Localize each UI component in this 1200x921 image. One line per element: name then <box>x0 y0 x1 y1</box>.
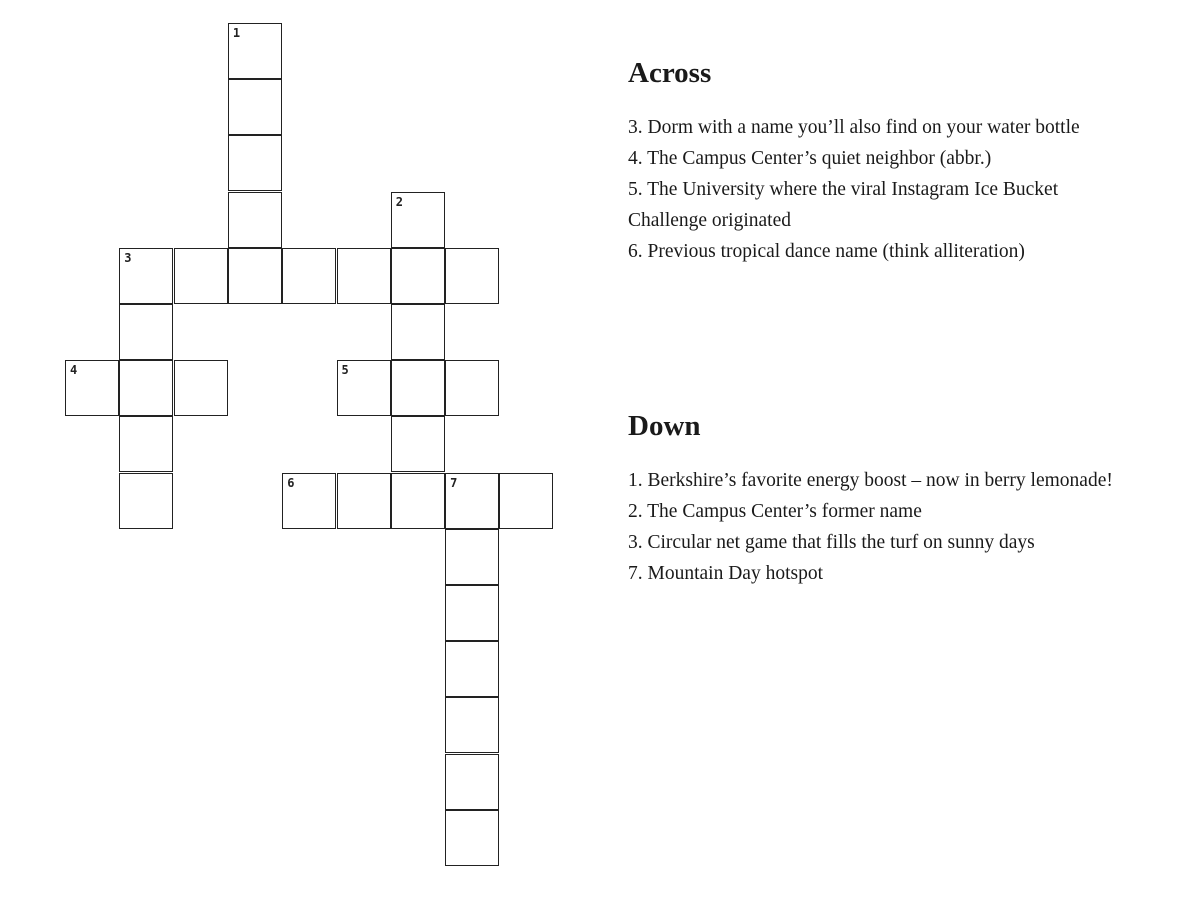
clue-number: 5 <box>341 363 349 378</box>
grid-cell[interactable] <box>228 23 282 79</box>
across-clue-list <box>628 112 1128 267</box>
grid-cell[interactable] <box>391 360 445 416</box>
grid-cell[interactable] <box>445 248 499 304</box>
grid-cell[interactable] <box>445 529 499 585</box>
clue-number: 1 <box>232 26 241 40</box>
grid-cell[interactable] <box>174 248 228 304</box>
grid-cell[interactable] <box>499 473 553 529</box>
across-clue-4: 4. The Campus Center’s quiet neighbor (abbr.) <box>628 148 992 169</box>
grid-cell[interactable] <box>228 135 282 191</box>
grid-cell[interactable] <box>65 360 119 416</box>
grid-cell[interactable] <box>445 641 499 697</box>
grid-cell[interactable] <box>337 248 391 304</box>
grid-cell[interactable] <box>174 360 228 416</box>
across-clue-6: 6. Previous tropical dance name (think alliteration) <box>628 241 1025 262</box>
across-clue-3: 3. Dorm with a name you’ll also find on your water bottle <box>628 117 1080 138</box>
down-clue-3: 3. Circular net game that fills the turf on sunny days <box>628 532 1035 553</box>
across-heading: Across <box>628 57 712 89</box>
grid-cell[interactable] <box>445 754 499 810</box>
grid-cell[interactable] <box>391 416 445 472</box>
grid-cell[interactable] <box>119 473 173 529</box>
down-clue-list <box>628 465 1128 589</box>
down-heading: Down <box>628 410 701 442</box>
grid-cell[interactable] <box>445 697 499 753</box>
down-clue-1: 1. Berkshire’s favorite energy boost – now in berry lemonade! <box>628 470 1113 491</box>
grid-cell[interactable] <box>119 360 173 416</box>
grid-cell[interactable] <box>337 473 391 529</box>
grid-cell[interactable] <box>445 473 499 529</box>
across-clues-panel <box>628 56 1128 267</box>
down-clues-panel <box>628 409 1128 589</box>
grid-cell[interactable] <box>445 810 499 866</box>
grid-cell[interactable] <box>391 192 445 248</box>
down-clue-2: 2. The Campus Center’s former name <box>628 501 922 522</box>
grid-cell[interactable] <box>337 360 391 416</box>
down-clue-7: 7. Mountain Day hotspot <box>628 563 823 584</box>
grid-cell[interactable] <box>445 585 499 641</box>
across-clue-5: 5. The University where the viral Instagram Ice Bucket Challenge originated <box>628 179 1059 231</box>
clue-number: 3 <box>124 250 132 265</box>
grid-cell[interactable] <box>119 416 173 472</box>
grid-cell[interactable] <box>391 304 445 360</box>
grid-cell[interactable] <box>228 192 282 248</box>
grid-cell[interactable] <box>119 248 173 304</box>
clue-number: 4 <box>70 363 78 378</box>
grid-cell[interactable] <box>119 304 173 360</box>
clue-number: 7 <box>450 475 458 490</box>
grid-cell[interactable] <box>228 248 282 304</box>
clue-number: 6 <box>287 475 295 490</box>
clue-number: 2 <box>395 194 404 209</box>
grid-cell[interactable] <box>391 248 445 304</box>
grid-cell[interactable] <box>282 248 336 304</box>
grid-cell[interactable] <box>228 79 282 135</box>
grid-cell[interactable] <box>391 473 445 529</box>
grid-cell[interactable] <box>445 360 499 416</box>
grid-cell[interactable] <box>282 473 336 529</box>
